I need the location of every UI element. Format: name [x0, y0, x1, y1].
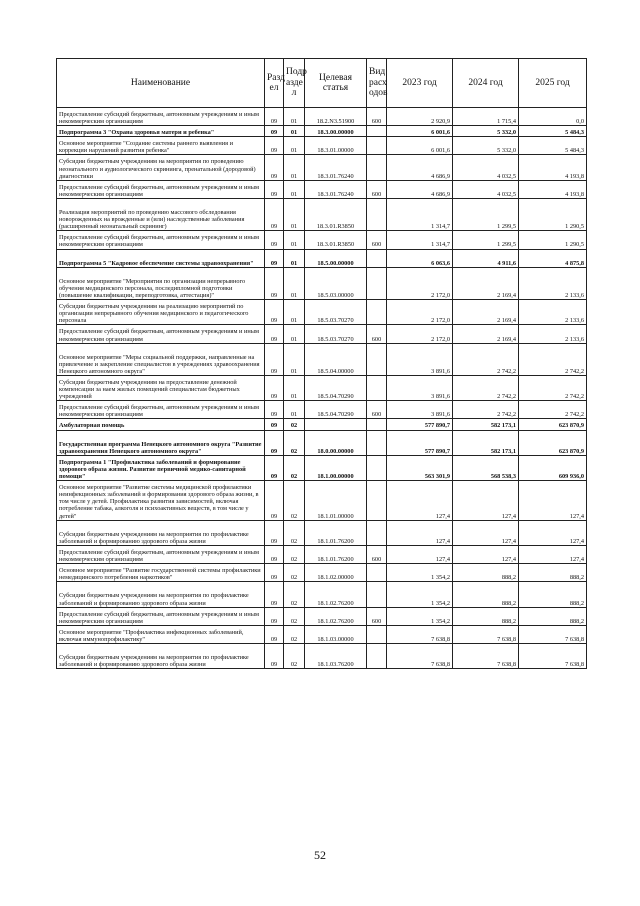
cell-razdel: 09: [265, 582, 284, 607]
table-header-row: [57, 59, 587, 108]
cell-expense-type: [367, 625, 387, 643]
cell-year-2023: 563 301,9: [387, 455, 453, 480]
cell-razdel: 09: [265, 545, 284, 563]
cell-year-2024: 1 299,5: [453, 231, 519, 249]
cell-expense-type: 600: [367, 325, 387, 343]
cell-podrazdel: 01: [284, 375, 305, 400]
cell-year-2024: 7 638,8: [453, 625, 519, 643]
cell-expense-type: [367, 520, 387, 545]
cell-name: Субсидии бюджетным учреждениям на реализацию мероприятий по организации непрерывного обучения медицинского и педагогического персонала: [57, 300, 265, 325]
cell-expense-type: 600: [367, 545, 387, 563]
cell-target-article: 18.1.00.00000: [305, 455, 367, 480]
table-row: [57, 325, 587, 343]
cell-target-article: 18.3.01.00000: [305, 137, 367, 155]
cell-razdel: 09: [265, 325, 284, 343]
cell-year-2025: 2 742,2: [519, 401, 587, 419]
cell-podrazdel: 02: [284, 582, 305, 607]
cell-name: Субсидии бюджетным учреждениям на мероприятия по профилактике заболеваний и формированию здорового образа жизни: [57, 520, 265, 545]
cell-name: Основное мероприятие "Развитие государственной системы профилактики немедицинского потребления наркотиков": [57, 564, 265, 582]
cell-year-2023: 577 890,7: [387, 430, 453, 455]
table-row: [57, 625, 587, 643]
cell-razdel: 09: [265, 419, 284, 430]
cell-expense-type: [367, 343, 387, 375]
cell-year-2024: 2 742,2: [453, 375, 519, 400]
cell-name: Подпрограмма 5 "Кадровое обеспечение системы здравоохранения": [57, 249, 265, 267]
table-row: [57, 375, 587, 400]
cell-year-2024: 2 169,4: [453, 300, 519, 325]
cell-target-article: 18.5.04.70290: [305, 375, 367, 400]
cell-name: Основное мероприятие "Создание системы раннего выявления и коррекции нарушений развития ребенка": [57, 137, 265, 155]
cell-podrazdel: 02: [284, 644, 305, 669]
cell-year-2024: 127,4: [453, 481, 519, 521]
cell-name: Подпрограмма 1 "Профилактика заболеваний и формирование здорового образа жизни. Развитие первичной медико-санитарной помощи": [57, 455, 265, 480]
cell-razdel: 09: [265, 625, 284, 643]
cell-year-2023: 7 638,8: [387, 644, 453, 669]
cell-razdel: 09: [265, 607, 284, 625]
cell-podrazdel: 02: [284, 430, 305, 455]
cell-year-2023: 127,4: [387, 520, 453, 545]
cell-name: Предоставление субсидий бюджетным, автономным учреждениям и иным некоммерческим организациям: [57, 545, 265, 563]
table-row: [57, 430, 587, 455]
cell-name: Подпрограмма 3 "Охрана здоровья матери и ребенка": [57, 126, 265, 137]
cell-year-2024: 2 742,2: [453, 401, 519, 419]
cell-name: Основное мероприятие "Развитие системы медицинской профилактики неинфекционных заболеваний и формирования здорового образа жизни, в том числе у детей. Профилактика развития зависимостей, включая потребление табака, алкоголя и психоактивных веществ, в том числе у детей": [57, 481, 265, 521]
header-expense-type: Вид расх одов: [367, 59, 387, 108]
cell-year-2023: 1 314,7: [387, 198, 453, 230]
header-year-2023: 2023 год: [387, 59, 453, 108]
cell-year-2023: 2 172,0: [387, 267, 453, 299]
cell-expense-type: [367, 455, 387, 480]
cell-year-2023: 1 354,2: [387, 582, 453, 607]
cell-year-2023: 1 314,7: [387, 231, 453, 249]
cell-target-article: 18.3.01.R3850: [305, 198, 367, 230]
cell-target-article: 18.1.02.00000: [305, 564, 367, 582]
cell-year-2025: 7 638,8: [519, 625, 587, 643]
cell-podrazdel: 01: [284, 198, 305, 230]
cell-year-2025: 7 638,8: [519, 644, 587, 669]
cell-year-2024: 1 715,4: [453, 108, 519, 126]
table-row: [57, 249, 587, 267]
cell-year-2025: 1 290,5: [519, 198, 587, 230]
cell-year-2024: 2 742,2: [453, 343, 519, 375]
cell-year-2025: 623 870,9: [519, 419, 587, 430]
cell-expense-type: [367, 300, 387, 325]
cell-target-article: 18.1.01.76200: [305, 545, 367, 563]
cell-year-2023: 1 354,2: [387, 564, 453, 582]
header-podrazdel: Подр азде л: [284, 59, 305, 108]
header-name: Наименование: [57, 59, 265, 108]
cell-year-2025: 0,0: [519, 108, 587, 126]
cell-year-2024: 2 169,4: [453, 267, 519, 299]
cell-razdel: 09: [265, 155, 284, 180]
cell-razdel: 09: [265, 401, 284, 419]
cell-year-2023: 3 891,6: [387, 343, 453, 375]
cell-podrazdel: 01: [284, 155, 305, 180]
cell-razdel: 09: [265, 564, 284, 582]
cell-year-2023: 6 063,6: [387, 249, 453, 267]
cell-podrazdel: 01: [284, 108, 305, 126]
cell-razdel: 09: [265, 455, 284, 480]
cell-podrazdel: 01: [284, 180, 305, 198]
cell-podrazdel: 02: [284, 564, 305, 582]
cell-year-2024: 888,2: [453, 607, 519, 625]
table-row: [57, 545, 587, 563]
table-row: [57, 343, 587, 375]
cell-name: Основное мероприятие "Меры социальной поддержки, направленные на привлечение и закрепление специалистов в учреждениях здравоохранения Ненецкого автономного округа": [57, 343, 265, 375]
cell-year-2025: 888,2: [519, 582, 587, 607]
cell-name: Предоставление субсидий бюджетным, автономным учреждениям и иным некоммерческим организациям: [57, 607, 265, 625]
cell-podrazdel: 01: [284, 249, 305, 267]
cell-target-article: 18.5.03.70270: [305, 300, 367, 325]
header-target-article: Целевая статья: [305, 59, 367, 108]
cell-year-2024: 888,2: [453, 582, 519, 607]
cell-razdel: 09: [265, 249, 284, 267]
cell-expense-type: [367, 644, 387, 669]
cell-expense-type: 600: [367, 607, 387, 625]
cell-podrazdel: 02: [284, 520, 305, 545]
cell-expense-type: [367, 267, 387, 299]
cell-expense-type: [367, 137, 387, 155]
cell-year-2024: 7 638,8: [453, 644, 519, 669]
cell-razdel: 09: [265, 520, 284, 545]
table-row: [57, 126, 587, 137]
cell-target-article: [305, 419, 367, 430]
cell-expense-type: 600: [367, 108, 387, 126]
table-row: [57, 520, 587, 545]
cell-year-2023: 2 920,9: [387, 108, 453, 126]
cell-razdel: 09: [265, 343, 284, 375]
cell-year-2023: 127,4: [387, 545, 453, 563]
cell-target-article: 18.5.03.00000: [305, 267, 367, 299]
cell-year-2023: 127,4: [387, 481, 453, 521]
cell-target-article: 18.1.03.00000: [305, 625, 367, 643]
cell-year-2025: 888,2: [519, 564, 587, 582]
cell-name: Предоставление субсидий бюджетным, автономным учреждениям и иным некоммерческим организациям: [57, 401, 265, 419]
cell-year-2024: 2 169,4: [453, 325, 519, 343]
table-row: [57, 198, 587, 230]
cell-year-2025: 2 133,6: [519, 325, 587, 343]
table-row: [57, 231, 587, 249]
cell-target-article: 18.1.03.76200: [305, 644, 367, 669]
cell-year-2025: 2 742,2: [519, 375, 587, 400]
cell-podrazdel: 01: [284, 137, 305, 155]
cell-razdel: 09: [265, 644, 284, 669]
cell-podrazdel: 02: [284, 625, 305, 643]
cell-podrazdel: 02: [284, 545, 305, 563]
cell-year-2023: 6 001,6: [387, 137, 453, 155]
cell-expense-type: [367, 155, 387, 180]
table-row: [57, 564, 587, 582]
budget-table: [56, 58, 587, 669]
cell-year-2024: 888,2: [453, 564, 519, 582]
cell-razdel: 09: [265, 481, 284, 521]
cell-razdel: 09: [265, 300, 284, 325]
cell-target-article: 18.1.01.76200: [305, 520, 367, 545]
cell-name: Предоставление субсидий бюджетным, автономным учреждениям и иным некоммерческим организациям: [57, 325, 265, 343]
cell-year-2023: 6 001,6: [387, 126, 453, 137]
cell-year-2024: 127,4: [453, 520, 519, 545]
cell-expense-type: [367, 198, 387, 230]
header-razdel: Разд ел: [265, 59, 284, 108]
cell-expense-type: [367, 481, 387, 521]
cell-target-article: 18.3.01.R3850: [305, 231, 367, 249]
cell-name: Государственная программа Ненецкого автономного округа "Развитие здравоохранения Ненецкого автономного округа": [57, 430, 265, 455]
cell-year-2024: 4 032,5: [453, 180, 519, 198]
cell-year-2025: 5 484,3: [519, 137, 587, 155]
cell-razdel: 09: [265, 198, 284, 230]
cell-year-2025: 127,4: [519, 520, 587, 545]
cell-year-2023: 2 172,0: [387, 325, 453, 343]
table-row: [57, 607, 587, 625]
cell-target-article: 18.5.00.00000: [305, 249, 367, 267]
cell-year-2025: 127,4: [519, 545, 587, 563]
cell-razdel: 09: [265, 126, 284, 137]
cell-name: Субсидии бюджетным учреждениям на мероприятия по профилактике заболеваний и формированию здорового образа жизни: [57, 644, 265, 669]
cell-year-2023: 3 891,6: [387, 401, 453, 419]
cell-name: Основное мероприятие "Профилактика инфекционных заболеваний, включая иммунопрофилактику": [57, 625, 265, 643]
cell-year-2023: 4 686,9: [387, 155, 453, 180]
table-row: [57, 180, 587, 198]
cell-year-2024: 127,4: [453, 545, 519, 563]
cell-target-article: 18.3.01.76240: [305, 155, 367, 180]
cell-name: Субсидии бюджетным учреждениям на мероприятия по профилактике заболеваний и формированию здорового образа жизни: [57, 582, 265, 607]
table-row: [57, 455, 587, 480]
cell-year-2023: 577 890,7: [387, 419, 453, 430]
cell-year-2025: 609 936,0: [519, 455, 587, 480]
cell-razdel: 09: [265, 137, 284, 155]
cell-podrazdel: 01: [284, 325, 305, 343]
cell-name: Предоставление субсидий бюджетным, автономным учреждениям и иным некоммерческим организациям: [57, 108, 265, 126]
cell-year-2024: 4 911,6: [453, 249, 519, 267]
cell-razdel: 09: [265, 375, 284, 400]
cell-target-article: 18.3.01.76240: [305, 180, 367, 198]
cell-year-2023: 3 891,6: [387, 375, 453, 400]
cell-year-2025: 127,4: [519, 481, 587, 521]
cell-podrazdel: 01: [284, 401, 305, 419]
cell-year-2025: 4 193,8: [519, 155, 587, 180]
table-row: [57, 582, 587, 607]
cell-year-2024: 1 299,5: [453, 198, 519, 230]
cell-podrazdel: 01: [284, 126, 305, 137]
cell-expense-type: 600: [367, 180, 387, 198]
cell-podrazdel: 02: [284, 419, 305, 430]
cell-name: Субсидии бюджетным учреждениям на предоставление денежной компенсации за наем жилых помещений специалистам бюджетных учреждений: [57, 375, 265, 400]
cell-year-2025: 623 870,9: [519, 430, 587, 455]
cell-razdel: 09: [265, 267, 284, 299]
page-number: 52: [314, 848, 326, 862]
cell-podrazdel: 02: [284, 607, 305, 625]
cell-name: Реализация мероприятий по проведению массового обследования новорожденных на врожденные и (или) наследственные заболевания (расширенный неонатальный скрининг): [57, 198, 265, 230]
cell-year-2025: 2 133,6: [519, 267, 587, 299]
cell-expense-type: [367, 582, 387, 607]
cell-expense-type: [367, 564, 387, 582]
cell-year-2024: 4 032,5: [453, 155, 519, 180]
table-row: [57, 419, 587, 430]
cell-year-2024: 582 173,1: [453, 430, 519, 455]
cell-expense-type: [367, 419, 387, 430]
cell-target-article: 18.2.N3.51900: [305, 108, 367, 126]
table-row: [57, 155, 587, 180]
cell-expense-type: [367, 126, 387, 137]
cell-target-article: 18.1.02.76200: [305, 582, 367, 607]
cell-name: Предоставление субсидий бюджетным, автономным учреждениям и иным некоммерческим организациям: [57, 180, 265, 198]
cell-year-2025: 4 193,8: [519, 180, 587, 198]
cell-name: Амбулаторная помощь: [57, 419, 265, 430]
cell-target-article: 18.1.01.00000: [305, 481, 367, 521]
cell-year-2025: 888,2: [519, 607, 587, 625]
table-row: [57, 300, 587, 325]
cell-target-article: 18.3.00.00000: [305, 126, 367, 137]
cell-year-2023: 7 638,8: [387, 625, 453, 643]
table-row: [57, 137, 587, 155]
cell-expense-type: 600: [367, 401, 387, 419]
cell-year-2024: 582 173,1: [453, 419, 519, 430]
cell-year-2023: 2 172,0: [387, 300, 453, 325]
table-row: [57, 644, 587, 669]
cell-year-2025: 2 133,6: [519, 300, 587, 325]
cell-year-2025: 2 742,2: [519, 343, 587, 375]
header-year-2024: 2024 год: [453, 59, 519, 108]
cell-razdel: 09: [265, 180, 284, 198]
cell-podrazdel: 01: [284, 300, 305, 325]
cell-year-2025: 4 875,8: [519, 249, 587, 267]
cell-razdel: 09: [265, 231, 284, 249]
cell-name: Основное мероприятие "Мероприятия по организации непрерывного обучения медицинского персонала, последипломной подготовки (повышение квалификации, переподготовка, аттестация)": [57, 267, 265, 299]
cell-podrazdel: 02: [284, 481, 305, 521]
cell-razdel: 09: [265, 430, 284, 455]
cell-podrazdel: 02: [284, 455, 305, 480]
cell-expense-type: 600: [367, 231, 387, 249]
cell-expense-type: [367, 430, 387, 455]
cell-target-article: 18.5.04.70290: [305, 401, 367, 419]
cell-podrazdel: 01: [284, 343, 305, 375]
header-year-2025: 2025 год: [519, 59, 587, 108]
cell-podrazdel: 01: [284, 231, 305, 249]
cell-year-2025: 1 290,5: [519, 231, 587, 249]
table-body: [57, 108, 587, 669]
cell-target-article: 18.5.03.70270: [305, 325, 367, 343]
cell-target-article: 18.1.02.76200: [305, 607, 367, 625]
cell-year-2024: 5 332,0: [453, 126, 519, 137]
cell-target-article: 18.5.04.00000: [305, 343, 367, 375]
cell-year-2023: 4 686,9: [387, 180, 453, 198]
cell-name: Предоставление субсидий бюджетным, автономным учреждениям и иным некоммерческим организациям: [57, 231, 265, 249]
table-row: [57, 481, 587, 521]
table-row: [57, 108, 587, 126]
table-row: [57, 401, 587, 419]
cell-podrazdel: 01: [284, 267, 305, 299]
cell-target-article: 18.0.00.00000: [305, 430, 367, 455]
cell-expense-type: [367, 249, 387, 267]
cell-expense-type: [367, 375, 387, 400]
cell-year-2025: 5 484,3: [519, 126, 587, 137]
cell-razdel: 09: [265, 108, 284, 126]
cell-year-2024: 5 332,0: [453, 137, 519, 155]
cell-year-2023: 1 354,2: [387, 607, 453, 625]
cell-year-2024: 568 538,3: [453, 455, 519, 480]
cell-name: Субсидии бюджетным учреждениям на мероприятия по проведению неонатального и аудиологического скрининга, пренатальной (дородовой) диагностики: [57, 155, 265, 180]
table-row: [57, 267, 587, 299]
